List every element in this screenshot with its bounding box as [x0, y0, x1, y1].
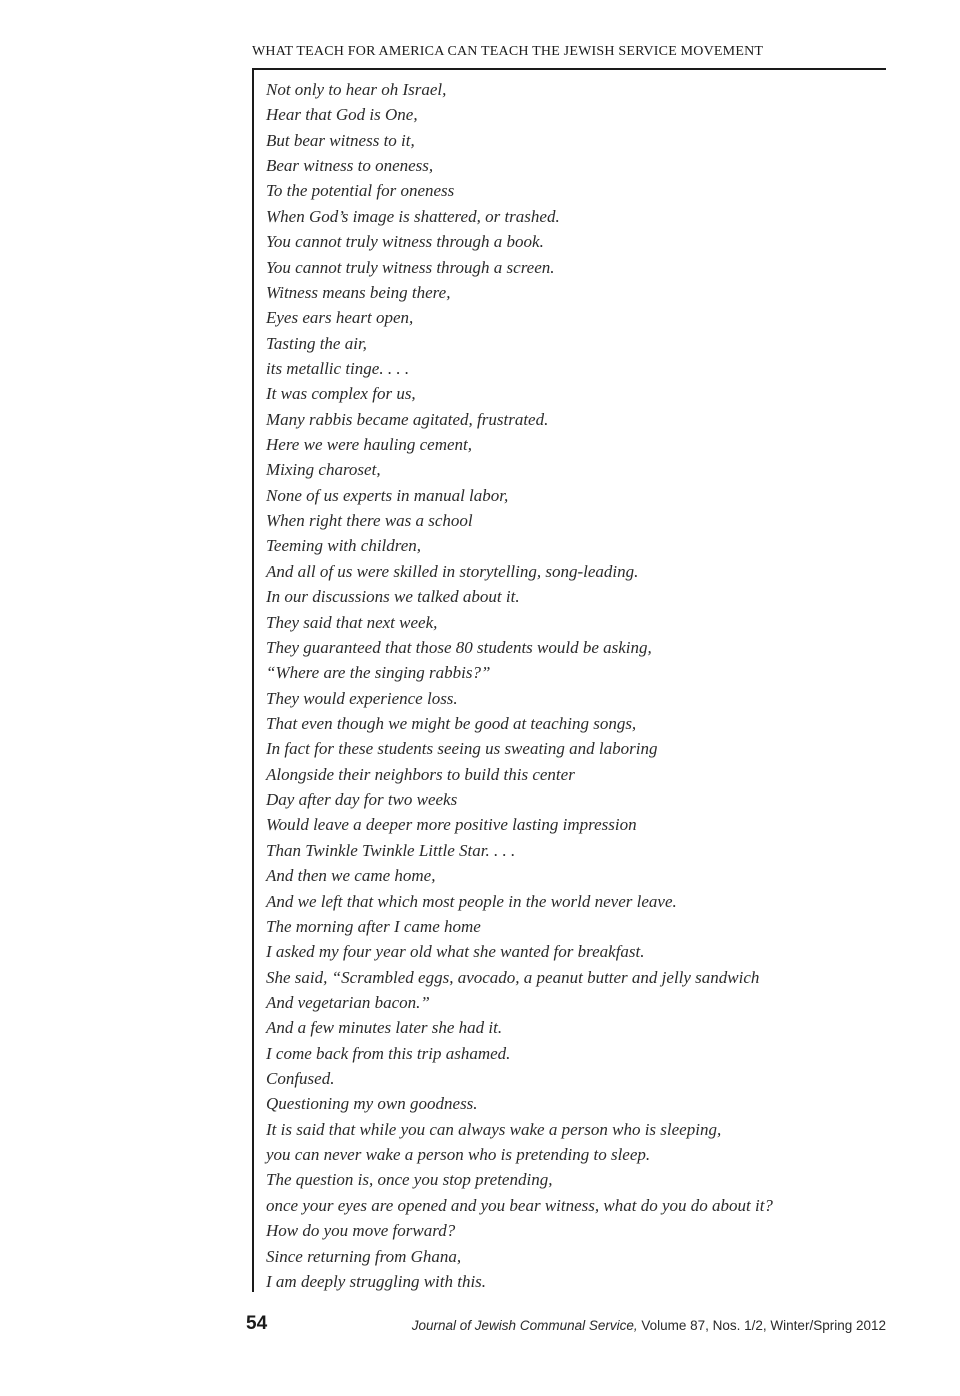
poem-line: Would leave a deeper more positive lasting impression [266, 815, 637, 835]
poem-line: And all of us were skilled in storytelling, song-leading. [266, 561, 639, 581]
poem-line: Day after day for two weeks [266, 790, 458, 810]
poem-line: you can never wake a person who is pretending to sleep. [266, 1145, 651, 1165]
poem-line: In fact for these students seeing us sweating and laboring [266, 739, 658, 759]
poem-line: Many rabbis became agitated, frustrated. [266, 409, 549, 429]
poem-line: When right there was a school [266, 511, 473, 531]
poem-line: Confused. [266, 1069, 335, 1089]
poem-line: The question is, once you stop pretending, [266, 1170, 553, 1190]
poem-line: Teeming with children, [266, 536, 422, 556]
poem-line: To the potential for oneness [266, 181, 455, 201]
poem-line: Here we were hauling cement, [266, 435, 472, 455]
poem-line: It was complex for us, [266, 384, 416, 404]
poem-line: They guaranteed that those 80 students would be asking, [266, 637, 652, 657]
poem-line: They would experience loss. [266, 688, 458, 708]
poem-line: Witness means being there, [266, 282, 451, 302]
poem-line: That even though we might be good at teaching songs, [266, 713, 637, 733]
poem-line: How do you move forward? [266, 1221, 456, 1241]
poem-line: I come back from this trip ashamed. [266, 1043, 511, 1063]
poem-line: “Where are the singing rabbis?” [266, 663, 491, 683]
poem-line: And we left that which most people in the world never leave. [266, 891, 677, 911]
poem-line: You cannot truly witness through a screen. [266, 257, 555, 277]
poem-line: Bear witness to oneness, [266, 156, 434, 176]
poem-line: In our discussions we talked about it. [266, 587, 520, 607]
journal-citation [412, 1318, 886, 1333]
poem-line: It is said that while you can always wake a person who is sleeping, [266, 1119, 722, 1139]
poem-line: Tasting the air, [266, 333, 367, 353]
poem-line: And vegetarian bacon.” [266, 992, 430, 1012]
poem-line: Than Twinkle Twinkle Little Star. . . . [266, 840, 516, 860]
poem-line: its metallic tinge. . . . [266, 358, 410, 378]
poem-line: When God’s image is shattered, or trashed. [266, 206, 560, 226]
running-head: WHAT TEACH FOR AMERICA CAN TEACH THE JEWISH SERVICE MOVEMENT [252, 44, 764, 59]
poem-line: Hear that God is One, [266, 105, 418, 125]
poem-line: once your eyes are opened and you bear witness, what do you do about it? [266, 1195, 773, 1215]
poem-line: Since returning from Ghana, [266, 1246, 462, 1266]
poem-line: You cannot truly witness through a book. [266, 232, 544, 252]
issue-info: Volume 87, Nos. 1/2, Winter/Spring 2012 [637, 1318, 886, 1333]
header-rule [252, 68, 886, 70]
poem-line: None of us experts in manual labor, [266, 485, 509, 505]
poem-line: And a few minutes later she had it. [266, 1018, 503, 1038]
poem-line: She said, “Scrambled eggs, avocado, a peanut butter and jelly sandwich [266, 967, 760, 987]
poem-line: But bear witness to it, [266, 130, 415, 150]
poem-line: Questioning my own goodness. [266, 1094, 478, 1114]
journal-name: Journal of Jewish Communal Service, [411, 1318, 638, 1333]
poem-line: Eyes ears heart open, [266, 308, 414, 328]
page-number: 54 [246, 1313, 268, 1334]
left-margin-rule [252, 68, 254, 1292]
poem-line: Alongside their neighbors to build this center [266, 764, 575, 784]
poem-line: Mixing charoset, [266, 460, 381, 480]
poem-line: I asked my four year old what she wanted for breakfast. [266, 942, 645, 962]
poem-line: Not only to hear oh Israel, [266, 80, 447, 99]
poem-line: I am deeply struggling with this. [266, 1271, 487, 1291]
poem-block [266, 77, 886, 1294]
poem-line: The morning after I came home [266, 916, 481, 936]
poem-line: They said that next week, [266, 612, 438, 632]
poem-line: And then we came home, [266, 866, 436, 886]
